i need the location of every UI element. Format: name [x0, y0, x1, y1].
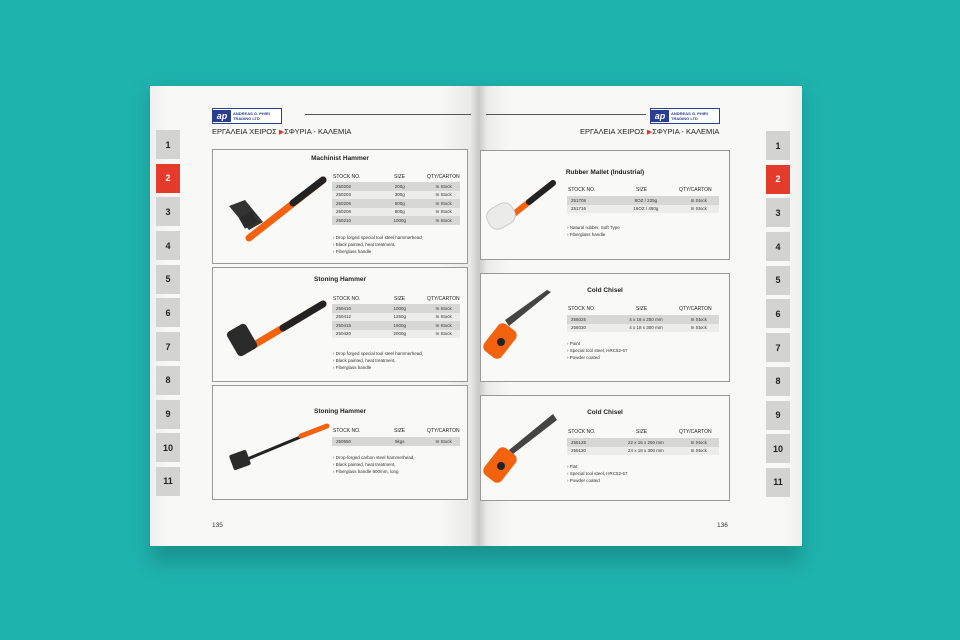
qty-cell: In Stock: [435, 217, 452, 223]
tab-11[interactable]: 11: [156, 467, 180, 496]
table-row: [567, 196, 719, 205]
stock-cell: 250420: [336, 331, 352, 337]
tab-10[interactable]: 10: [156, 433, 180, 462]
header-rule: [486, 114, 646, 115]
header-rule: [305, 114, 471, 115]
table-row: [567, 438, 719, 447]
tab-3[interactable]: 3: [766, 198, 790, 227]
col-qty-header: QTY/CARTON: [679, 306, 712, 312]
col-size-header: SIZE: [636, 187, 648, 193]
breadcrumb-category: ΣΦΥΡΙΑ - ΚΑΛΕΜΙΑ: [284, 127, 352, 136]
col-stock-header: STOCK NO.: [568, 306, 596, 312]
stock-cell: 250203: [336, 192, 352, 198]
product-machinist-hammer: [212, 149, 468, 264]
table-row: [332, 208, 460, 217]
table-row: [332, 182, 460, 191]
cold-chisel-flat-image: [483, 412, 563, 488]
size-cell: 4 x 16 x 250 mm: [629, 316, 663, 322]
stock-cell: 250415: [336, 322, 352, 328]
col-qty-header: QTY/CARTON: [427, 428, 460, 434]
table-row: [332, 321, 460, 330]
feature-item: › Fiberglass handle: [567, 232, 606, 237]
feature-item: › Drop forged special tool steel hammerhead,: [333, 235, 424, 240]
size-cell: 2000g: [393, 331, 407, 337]
logo-mark: ap: [213, 110, 231, 122]
table-row: [332, 216, 460, 225]
qty-cell: In Stock: [690, 439, 707, 445]
col-stock-header: STOCK NO.: [333, 296, 361, 302]
stock-cell: 250208: [336, 209, 352, 215]
stock-table: [332, 437, 460, 446]
size-cell: 16OZ / 450g: [633, 206, 659, 212]
tab-2[interactable]: 2: [156, 164, 180, 193]
tab-6[interactable]: 6: [766, 299, 790, 328]
col-qty-header: QTY/CARTON: [679, 187, 712, 193]
table-row: [332, 330, 460, 339]
logo-line2: TRADING LTD: [671, 116, 698, 121]
qty-cell: In Stock: [435, 183, 452, 189]
size-cell: 200g: [394, 183, 405, 189]
qty-cell: In Stock: [435, 209, 452, 215]
stock-cell: 255125: [571, 439, 587, 445]
logo-line2: TRADING LTD: [233, 116, 260, 121]
feature-list: [333, 350, 423, 371]
stock-table: [332, 304, 460, 338]
col-qty-header: QTY/CARTON: [427, 296, 460, 302]
stock-cell: 255030: [571, 325, 587, 331]
product-stoning-hammer: [212, 267, 468, 382]
breadcrumb-section: ΕΡΓΑΛΕΙΑ ΧΕΙΡΟΣ: [580, 127, 645, 136]
logo-line1: ANDREAS G. PHIRI: [671, 111, 708, 116]
qty-cell: In Stock: [435, 305, 452, 311]
qty-cell: In Stock: [435, 314, 452, 320]
company-logo: [650, 108, 720, 124]
feature-item: › Drop forged special tool steel hammerhead,: [333, 351, 424, 356]
size-cell: 1000g: [393, 305, 407, 311]
stock-cell: 255130: [571, 448, 587, 454]
qty-cell: In Stock: [690, 206, 707, 212]
size-cell: 500g: [394, 200, 405, 206]
logo-line1: ANDREAS G. PHIRI: [233, 111, 270, 116]
stock-table: [567, 315, 719, 332]
stock-cell: 251716: [571, 206, 587, 212]
stock-cell: 255025: [571, 316, 587, 322]
feature-list: [567, 224, 620, 238]
col-qty-header: QTY/CARTON: [679, 429, 712, 435]
stock-cell: 250210: [336, 217, 352, 223]
product-title: Machinist Hammer: [311, 155, 369, 162]
rubber-mallet-image: [483, 177, 563, 241]
stock-cell: 250202: [336, 183, 352, 189]
stock-table: [567, 196, 719, 213]
stock-cell: 250410: [336, 305, 352, 311]
table-row: [332, 199, 460, 208]
product-title: Stoning Hammer: [313, 408, 366, 415]
size-cell: 300g: [394, 192, 405, 198]
size-cell: 8OZ / 225g: [634, 197, 658, 203]
breadcrumb-arrow-icon: ▶: [278, 129, 285, 136]
col-stock-header: STOCK NO.: [568, 429, 596, 435]
qty-cell: In Stock: [435, 438, 452, 444]
logo-mark: ap: [651, 110, 669, 122]
table-row: [567, 315, 719, 324]
product-title: Rubber Mallet (Industrial): [565, 169, 645, 176]
tab-9[interactable]: 9: [156, 400, 180, 429]
sledge-hammer-image: [223, 416, 335, 486]
feature-item: › Powder coated: [567, 478, 600, 483]
cold-chisel-point-image: [483, 290, 563, 366]
product-stoning-hammer-5kg: [212, 385, 468, 500]
table-row: [332, 437, 460, 446]
size-cell: 1000g: [393, 217, 407, 223]
tab-9[interactable]: 9: [766, 401, 790, 430]
table-row: [332, 304, 460, 313]
feature-list: [567, 340, 628, 361]
stoning-hammer-image: [223, 290, 335, 372]
feature-list: [333, 454, 415, 475]
breadcrumb-category: ΣΦΥΡΙΑ - ΚΑΛΕΜΙΑ: [652, 127, 720, 136]
qty-cell: In Stock: [690, 325, 707, 331]
size-cell: 5kgs: [395, 438, 405, 444]
breadcrumb: [212, 127, 351, 136]
tab-4[interactable]: 4: [156, 231, 180, 260]
stock-cell: 251708: [571, 197, 587, 203]
breadcrumb: [580, 127, 719, 136]
page-number-left: 135: [212, 522, 223, 529]
product-cold-chisel-flat: [480, 395, 730, 501]
qty-cell: In Stock: [435, 331, 452, 337]
tab-3[interactable]: 3: [156, 197, 180, 226]
tab-1[interactable]: 1: [156, 130, 180, 159]
stock-table: [567, 438, 719, 455]
col-qty-header: QTY/CARTON: [427, 174, 460, 180]
feature-item: › Fiberglass handle: [333, 249, 372, 254]
table-row: [332, 313, 460, 322]
feature-item: › Point: [567, 341, 581, 346]
product-title: Cold Chisel: [587, 287, 623, 294]
company-logo: [212, 108, 282, 124]
size-cell: 800g: [394, 209, 405, 215]
stock-table: [332, 182, 460, 225]
qty-cell: In Stock: [690, 448, 707, 454]
breadcrumb-arrow-icon: ▶: [646, 129, 653, 136]
breadcrumb-section: ΕΡΓΑΛΕΙΑ ΧΕΙΡΟΣ: [212, 127, 277, 136]
col-size-header: SIZE: [394, 428, 406, 434]
size-cell: 1250g: [393, 314, 407, 320]
feature-item: › Special tool steel, HRC52-57: [567, 471, 628, 476]
stock-cell: 250205: [336, 200, 352, 206]
product-rubber-mallet: [480, 150, 730, 260]
tab-8[interactable]: 8: [766, 367, 790, 396]
size-cell: 4 x 18 x 300 mm: [629, 325, 663, 331]
tab-5[interactable]: 5: [156, 265, 180, 294]
feature-item: › Fiberglass handle: [333, 365, 372, 370]
table-row: [567, 447, 719, 456]
qty-cell: In Stock: [435, 200, 452, 206]
feature-item: › Black painted, heat treatment,: [333, 462, 396, 467]
table-row: [332, 191, 460, 200]
tab-7[interactable]: 7: [766, 333, 790, 362]
col-size-header: SIZE: [394, 296, 406, 302]
feature-item: › Fiberglass handle 900mm, long: [333, 469, 399, 474]
feature-item: › Black painted, heat treatment,: [333, 358, 396, 363]
feature-list: [567, 463, 628, 484]
table-row: [567, 205, 719, 214]
stock-cell: 250412: [336, 314, 352, 320]
product-cold-chisel-point: [480, 273, 730, 382]
col-size-header: SIZE: [636, 306, 648, 312]
feature-item: › Drop-forged carbon steel hammerhead,: [333, 455, 415, 460]
feature-item: › Black painted, heat treatment,: [333, 242, 396, 247]
feature-item: › Flat: [567, 464, 578, 469]
col-size-header: SIZE: [636, 429, 648, 435]
qty-cell: In Stock: [435, 322, 452, 328]
tab-7[interactable]: 7: [156, 332, 180, 361]
qty-cell: In Stock: [435, 192, 452, 198]
tab-1[interactable]: 1: [766, 131, 790, 160]
tab-6[interactable]: 6: [156, 298, 180, 327]
stock-cell: 250550: [336, 438, 352, 444]
table-row: [567, 324, 719, 333]
size-cell: 22 x 16 x 250 mm: [628, 439, 664, 445]
product-title: Cold Chisel: [587, 409, 623, 416]
page-number-right: 136: [717, 522, 728, 529]
feature-list: [333, 234, 423, 255]
tab-5[interactable]: 5: [766, 266, 790, 295]
feature-item: › Powder coated: [567, 355, 600, 360]
product-title: Stoning Hammer: [313, 276, 366, 283]
machinist-hammer-image: [223, 170, 335, 250]
feature-item: › Special tool steel, HRC52-57: [567, 348, 628, 353]
feature-item: › Natural rubber, Soft Type: [567, 225, 620, 230]
size-cell: 1500g: [393, 322, 407, 328]
col-stock-header: STOCK NO.: [333, 428, 361, 434]
col-stock-header: STOCK NO.: [333, 174, 361, 180]
qty-cell: In Stock: [690, 316, 707, 322]
col-size-header: SIZE: [394, 174, 406, 180]
section-tabs-left: [156, 130, 180, 501]
tab-8[interactable]: 8: [156, 366, 180, 395]
size-cell: 24 x 18 x 300 mm: [628, 448, 664, 454]
qty-cell: In Stock: [690, 197, 707, 203]
tab-4[interactable]: 4: [766, 232, 790, 261]
tab-2[interactable]: 2: [766, 165, 790, 194]
col-stock-header: STOCK NO.: [568, 187, 596, 193]
section-tabs-right: [766, 131, 790, 502]
tab-11[interactable]: 11: [766, 468, 790, 497]
tab-10[interactable]: 10: [766, 434, 790, 463]
